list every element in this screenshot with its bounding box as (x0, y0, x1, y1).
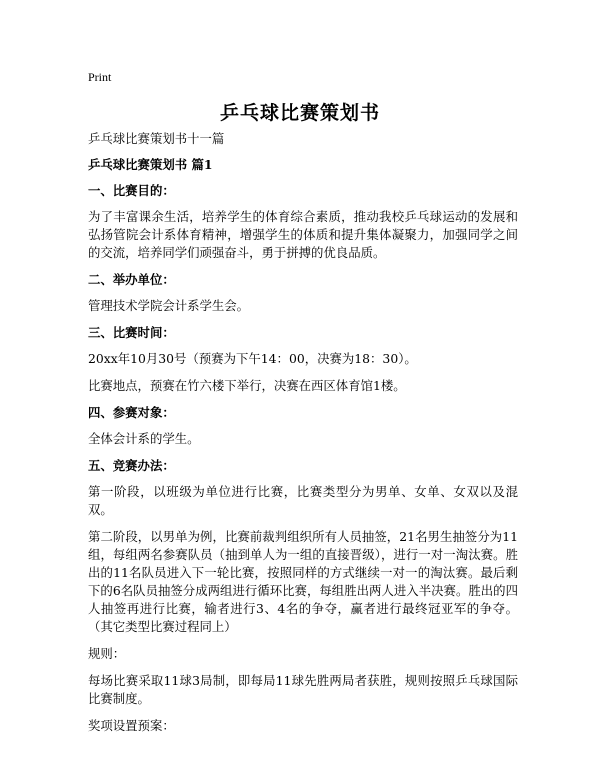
paragraph-participants: 全体会计系的学生。 (88, 431, 200, 446)
section-heading-organizer: 二、举办单位： (88, 272, 175, 287)
document-body (88, 130, 518, 744)
paragraph-venue: 比赛地点，预赛在竹六楼下举行，决赛在西区体育馆1楼。 (88, 378, 406, 393)
paragraph-stage-two: 第二阶段，以男单为例，比赛前裁判组织所有人员抽签，21名男生抽签分为11组，每组两名参赛队员（抽到单人为一组的直接晋级），进行一对一淘汰赛。胜出的11名队员进入下一轮比赛，按照同样的方式继续一对一的淘汰赛。最后剩下的6名队员抽签分成两组进行循环比赛，每组胜出两人进入半决赛。胜出的四人抽签再进行比赛，输者进行3、4名的争夺，赢者进行最终冠亚军的争夺。（其它类型比赛过程同上） (88, 529, 518, 634)
part-heading: 乒乓球比赛策划书 篇1 (88, 157, 213, 172)
section-heading-participants: 四、参赛对象： (88, 405, 175, 420)
paragraph-stage-one: 第一阶段，以班级为单位进行比赛，比赛类型分为男单、女单、女双以及混双。 (88, 484, 518, 517)
document-subtitle: 乒乓球比赛策划书十一篇 (88, 131, 225, 146)
print-link[interactable]: Print (88, 70, 112, 84)
paragraph-awards-label: 奖项设置预案： (88, 718, 175, 733)
paragraph-rules: 每场比赛采取11球3局制，即每局11球先胜两局者获胜，规则按照乒乓球国际比赛制度。 (88, 673, 518, 706)
document-title: 乒乓球比赛策划书 (219, 102, 380, 124)
section-heading-purpose: 一、比赛目的： (88, 183, 175, 198)
paragraph-rules-label: 规则： (88, 646, 126, 661)
paragraph-purpose: 为了丰富课余生活，培养学生的体育综合素质，推动我校乒乓球运动的发展和弘扬管院会计系体育精神，增强学生的体质和提升集体凝聚力，加强同学之间的交流，培养同学们顽强奋斗，勇于拼搏的优良品质。 (88, 209, 518, 260)
section-heading-method: 五、竞赛办法： (88, 458, 175, 473)
paragraph-organizer: 管理技术学院会计系学生会。 (88, 298, 250, 313)
paragraph-time: 20xx年10月30号（预赛为下午14：00，决赛为18：30）。 (88, 351, 417, 366)
section-heading-time: 三、比赛时间： (88, 325, 175, 340)
